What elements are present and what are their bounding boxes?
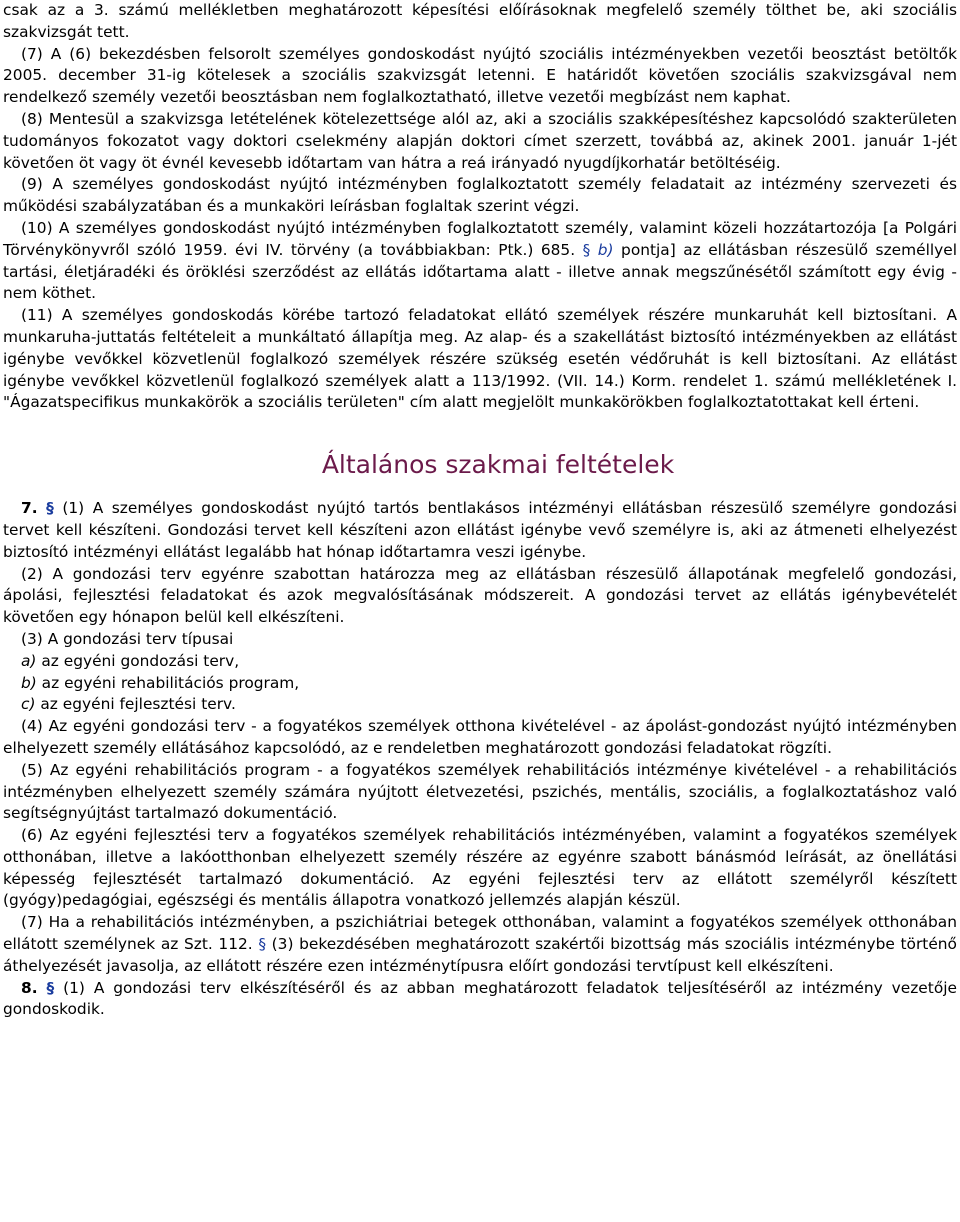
section-7-paragraph-5: (5) Az egyéni rehabilitációs program - a fogyatékos személyek rehabilitációs intézménye kivételével - a rehabilitációs intézményben elhelyezett személy számára nyújtott életvezetési, pszichés, mentális, szociális, a foglalkoztatáshoz való segítségnyújtást tartalmazó dokumentáció. [3,760,957,823]
paragraph-10-text-a: (10) A személyes gondoskodást nyújtó intézményben foglalkoztatott személy, valamint közeli hozzátartozója [a Polgári Törvénykönyvről szóló 1959. évi IV. törvény (a továbbiakban: Ptk.) 685. [3,218,957,259]
paragraph-11: (11) A személyes gondoskodás körébe tartozó feladatokat ellátó személyek részére munkaruhát kell biztosítani. A munkaruha-juttatás feltételeit a munkáltató állapítja meg. Az alap- és a szakellátást biztosító intézményekben az ellátást igénybe vevőkkel közvetlenül foglalkozó személyek részére szükség esetén védőruhát is kell biztosítani. Az ellátást igénybe vevőkkel közvetlenül foglalkozó személyek alatt a 113/1992. (VII. 14.) Korm. rendelet 1. számú mellékletének I. "Ágazatspecifikus munkakörök a szociális területen" cím alatt megjelölt munkakörökben foglalkoztatottakat kell érteni. [3,306,957,412]
section-7-number: 7. [21,499,38,518]
section-7-paragraph-7-text-b: (3) bekezdésében meghatározott szakértői bizottság más szociális intézménybe történő áthelyezését javasolja, az ellátott részére ezen intézménytípusra előírt gondozási tervtípust kell elkészíteni. [3,935,957,975]
list-marker-b: b) [21,673,37,692]
section-8-sign[interactable]: § [46,978,55,997]
list-item-c [3,694,957,716]
section-8-paragraph-1 [3,978,957,1022]
paragraph-8: (8) Mentesül a szakvizsga letételének kötelezettsége alól az, aki a szociális szakképesítéshez kapcsolódó szakterületen tudományos fokozatot vagy doktori cselekmény alapján doktori címet szerzett, továbbá az, akinek 2001. január 1-jét követően öt vagy öt évnél kevesebb időtartam van hátra a reá irányadó nyugdíjkorhatár betöltéséig. [3,109,957,172]
list-marker-c: c) [21,695,36,714]
list-item-a [3,651,957,673]
paragraph-7: (7) A (6) bekezdésben felsorolt személyes gondoskodást nyújtó szociális intézményekben vezetői beosztást betöltők 2005. december 31-ig kötelesek a szociális szakvizsgát letenni. E határidőt követően szociális szakvizsgával nem rendelkező személy vezetői beosztásban nem foglalkoztatható, illetve vezetői megbízást nem kaphat. [3,44,957,107]
section-7-text: (1) A személyes gondoskodást nyújtó tartós bentlakásos intézményi ellátásban részesülő személyre gondozási tervet kell készíteni. Gondozási tervet kell készíteni azon ellátást igénybe vevő személyre is, aki az átmeneti elhelyezést biztosító intézményi ellátást legalább hat hónap időtartamra veszi igénybe. [3,499,957,561]
section-7-paragraph-7 [3,912,957,977]
section-8-number: 8. [21,978,38,997]
section-7-paragraph-1 [3,498,957,563]
paragraph-continuation: csak az a 3. számú mellékletben meghatározott képesítési előírásoknak megfelelő személy tölthet be, aki szociális szakvizsgát tett. [3,1,957,41]
list-text-a: az egyéni gondozási terv, [36,651,240,670]
list-text-b: az egyéni rehabilitációs program, [36,673,300,692]
list-item-b [3,673,957,695]
point-b-link[interactable]: b) [597,240,614,259]
section-7-paragraph-6: (6) Az egyéni fejlesztési terv a fogyatékos személyek rehabilitációs intézményében, valamint a fogyatékos személyek otthonában, illetve a lakóotthonban elhelyezett személy részére az egyénre szabott bánásmód leírását, az önellátási képesség fejlesztését tartalmazó dokumentáció. Az egyéni fejlesztési terv az ellátott személyről készített (gyógy)pedagógiai, egészségi és mentális állapotra vonatkozó jellemzés alapján készül. [3,826,957,910]
section-7-paragraph-3: (3) A gondozási terv típusai [21,629,234,648]
section-112-link[interactable]: § [258,935,267,954]
paragraph-10 [3,218,957,305]
section-7-sign[interactable]: § [46,499,54,518]
list-text-c: az egyéni fejlesztési terv. [35,695,236,714]
section-8-text: (1) A gondozási terv elkészítéséről és az abban meghatározott feladatok teljesítéséről az intézmény vezetője gondoskodik. [3,978,957,1019]
section-heading: Általános szakmai feltételek [321,450,675,480]
list-marker-a: a) [21,651,37,670]
paragraph-9: (9) A személyes gondoskodást nyújtó intézményben foglalkoztatott személy feladatait az intézmény szervezeti és működési szabályzatában és a munkaköri leírásban foglaltak szerint végzi. [3,175,957,216]
section-7-paragraph-7-text-a: (7) Ha a rehabilitációs intézményben, a pszichiátriai betegek otthonában, valamint a fogyatékos személyek otthonában ellátott személynek az Szt. 112. [3,913,957,954]
section-7-paragraph-2: (2) A gondozási terv egyénre szabottan határozza meg az ellátásban részesülő állapotának megfelelő gondozási, ápolási, fejlesztési feladatokat és azok megvalósításának módszereit. A gondozási tervet az ellátás igénybevételét követően egy hónapon belül kell elkészíteni. [3,564,957,627]
section-link[interactable]: § [582,240,591,259]
paragraph-10-text-b: pontja] az ellátásban részesülő személlyel tartási, életjáradéki és öröklési szerződést az ellátás időtartama alatt - illetve annak megszűnésétől számított egy évig - nem köthet. [3,240,957,303]
section-7-paragraph-4: (4) Az egyéni gondozási terv - a fogyatékos személyek otthona kivételével - az ápolást-gondozást nyújtó intézményben elhelyezett személy ellátásához kapcsolódó, az e rendeletben meghatározott gondozási feladatokat rögzíti. [3,717,957,757]
